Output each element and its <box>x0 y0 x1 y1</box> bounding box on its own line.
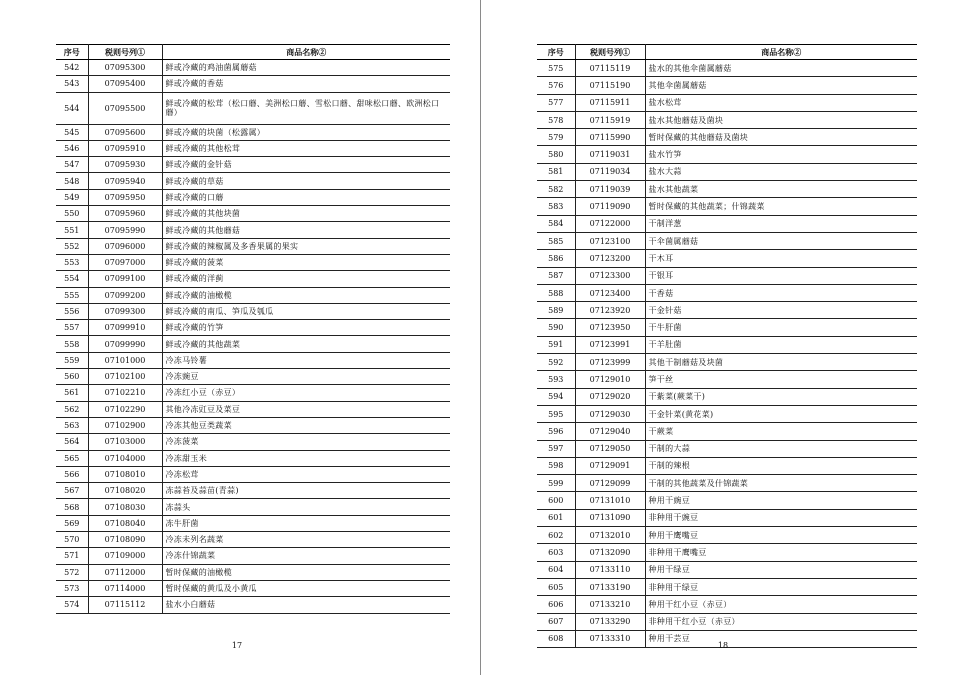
cell-name: 非种用干红小豆（赤豆） <box>645 613 917 630</box>
cell-name: 冷冻未列名蔬菜 <box>162 532 450 548</box>
cell-code: 07099300 <box>88 303 162 319</box>
table-row <box>56 76 450 92</box>
cell-seq: 590 <box>537 319 575 336</box>
cell-seq: 549 <box>56 189 88 205</box>
cell-name: 干制的其他蔬菜及什锦蔬菜 <box>645 475 917 492</box>
cell-code: 07129020 <box>575 388 645 405</box>
cell-name: 鲜或冷藏的块菌（松露属） <box>162 124 450 140</box>
cell-seq: 544 <box>56 92 88 124</box>
table-row <box>56 254 450 270</box>
cell-seq: 591 <box>537 336 575 353</box>
cell-code: 07096000 <box>88 238 162 254</box>
cell-name: 鲜或冷藏的鸡油菌属蘑菇 <box>162 60 450 76</box>
cell-code: 07129040 <box>575 423 645 440</box>
cell-code: 07122000 <box>575 215 645 232</box>
table-row <box>56 450 450 466</box>
cell-seq: 580 <box>537 146 575 163</box>
table-row <box>56 92 450 124</box>
cell-code: 07099990 <box>88 336 162 352</box>
cell-seq: 603 <box>537 544 575 561</box>
cell-code: 07123999 <box>575 354 645 371</box>
table-row <box>537 354 917 371</box>
cell-code: 07095600 <box>88 124 162 140</box>
cell-seq: 559 <box>56 352 88 368</box>
cell-seq: 599 <box>537 475 575 492</box>
cell-seq: 557 <box>56 320 88 336</box>
cell-name: 鲜或冷藏的香菇 <box>162 76 450 92</box>
tariff-table-left <box>56 44 450 614</box>
right-page <box>537 44 917 648</box>
cell-name: 鲜或冷藏的草菇 <box>162 173 450 189</box>
page-number-left: 17 <box>231 641 243 650</box>
header-seq: 序号 <box>56 45 88 60</box>
cell-name: 鲜或冷藏的其他松茸 <box>162 140 450 156</box>
cell-name: 冻蒜苔及蒜苗(青蒜) <box>162 483 450 499</box>
table-row <box>537 267 917 284</box>
cell-name: 鲜或冷藏的其他块菌 <box>162 206 450 222</box>
cell-code: 07133110 <box>575 561 645 578</box>
table-row <box>56 499 450 515</box>
table-row <box>537 405 917 422</box>
table-row <box>56 206 450 222</box>
cell-code: 07119031 <box>575 146 645 163</box>
cell-seq: 588 <box>537 284 575 301</box>
cell-code: 07114000 <box>88 580 162 596</box>
cell-seq: 566 <box>56 466 88 482</box>
table-body-right <box>537 60 917 648</box>
cell-name: 笋干丝 <box>645 371 917 388</box>
cell-name: 干金针菇 <box>645 302 917 319</box>
cell-code: 07123920 <box>575 302 645 319</box>
cell-name: 鲜或冷藏的松茸（松口蘑、美洲松口蘑、雪松口蘑、甜味松口蘑、欧洲松口蘑） <box>162 92 450 124</box>
cell-seq: 600 <box>537 492 575 509</box>
table-row <box>56 303 450 319</box>
cell-seq: 571 <box>56 548 88 564</box>
cell-name: 干制洋葱 <box>645 215 917 232</box>
cell-name: 鲜或冷藏的其他蘑菇 <box>162 222 450 238</box>
cell-code: 07095950 <box>88 189 162 205</box>
cell-name: 干伞菌属蘑菇 <box>645 232 917 249</box>
table-row <box>537 492 917 509</box>
cell-name: 鲜或冷藏的金针菇 <box>162 157 450 173</box>
cell-code: 07115119 <box>575 60 645 77</box>
table-row <box>537 596 917 613</box>
table-row <box>537 94 917 111</box>
cell-seq: 598 <box>537 457 575 474</box>
cell-code: 07115190 <box>575 77 645 94</box>
cell-name: 暂时保藏的黄瓜及小黄瓜 <box>162 580 450 596</box>
cell-code: 07119090 <box>575 198 645 215</box>
cell-code: 07109000 <box>88 548 162 564</box>
cell-code: 07129091 <box>575 457 645 474</box>
cell-name: 非种用干绿豆 <box>645 578 917 595</box>
cell-seq: 546 <box>56 140 88 156</box>
table-row <box>56 564 450 580</box>
table-row <box>56 157 450 173</box>
cell-seq: 607 <box>537 613 575 630</box>
header-code: 税则号列① <box>575 45 645 60</box>
cell-seq: 608 <box>537 630 575 647</box>
cell-name: 盐水小白蘑菇 <box>162 597 450 613</box>
table-row <box>56 580 450 596</box>
cell-code: 07131010 <box>575 492 645 509</box>
cell-seq: 605 <box>537 578 575 595</box>
cell-code: 07108030 <box>88 499 162 515</box>
cell-seq: 574 <box>56 597 88 613</box>
cell-seq: 558 <box>56 336 88 352</box>
table-row <box>537 111 917 128</box>
cell-code: 07129050 <box>575 440 645 457</box>
cell-code: 07095400 <box>88 76 162 92</box>
cell-name: 暂时保藏的其他蔬菜；什锦蔬菜 <box>645 198 917 215</box>
table-row <box>537 388 917 405</box>
cell-name: 非种用干鹰嘴豆 <box>645 544 917 561</box>
table-header-row <box>56 45 450 60</box>
table-row <box>537 336 917 353</box>
header-seq: 序号 <box>537 45 575 60</box>
cell-seq: 579 <box>537 129 575 146</box>
table-row <box>537 302 917 319</box>
cell-name: 鲜或冷藏的洋蓟 <box>162 271 450 287</box>
cell-seq: 564 <box>56 434 88 450</box>
cell-code: 07123950 <box>575 319 645 336</box>
cell-seq: 562 <box>56 401 88 417</box>
table-row <box>537 371 917 388</box>
cell-seq: 592 <box>537 354 575 371</box>
cell-name: 鲜或冷藏的口蘑 <box>162 189 450 205</box>
tariff-table-right <box>537 44 917 648</box>
cell-name: 冷冻松茸 <box>162 466 450 482</box>
cell-seq: 547 <box>56 157 88 173</box>
table-row <box>56 532 450 548</box>
cell-name: 干制的辣根 <box>645 457 917 474</box>
cell-name: 冷冻红小豆（赤豆） <box>162 385 450 401</box>
cell-code: 07123991 <box>575 336 645 353</box>
cell-seq: 554 <box>56 271 88 287</box>
cell-name: 冷冻马铃薯 <box>162 352 450 368</box>
table-row <box>537 232 917 249</box>
cell-name: 鲜或冷藏的竹笋 <box>162 320 450 336</box>
cell-name: 干香菇 <box>645 284 917 301</box>
cell-name: 盐水其他蘑菇及菌块 <box>645 111 917 128</box>
cell-code: 07102210 <box>88 385 162 401</box>
table-row <box>537 319 917 336</box>
table-row <box>56 173 450 189</box>
cell-name: 鲜或冷藏的辣椒属及多香果属的果实 <box>162 238 450 254</box>
cell-code: 07119034 <box>575 163 645 180</box>
table-row <box>56 483 450 499</box>
table-row <box>56 271 450 287</box>
cell-code: 07131090 <box>575 509 645 526</box>
table-row <box>537 544 917 561</box>
cell-seq: 586 <box>537 250 575 267</box>
table-row <box>537 77 917 94</box>
cell-seq: 545 <box>56 124 88 140</box>
cell-name: 其他干制蘑菇及块菌 <box>645 354 917 371</box>
cell-code: 07115911 <box>575 94 645 111</box>
table-row <box>56 466 450 482</box>
cell-name: 冷冻菠菜 <box>162 434 450 450</box>
cell-code: 07119039 <box>575 181 645 198</box>
cell-code: 07112000 <box>88 564 162 580</box>
cell-seq: 606 <box>537 596 575 613</box>
table-row <box>56 417 450 433</box>
cell-code: 07099100 <box>88 271 162 287</box>
cell-name: 干羊肚菌 <box>645 336 917 353</box>
cell-seq: 578 <box>537 111 575 128</box>
cell-seq: 585 <box>537 232 575 249</box>
cell-name: 冷冻其他豆类蔬菜 <box>162 417 450 433</box>
cell-code: 07123300 <box>575 267 645 284</box>
cell-seq: 584 <box>537 215 575 232</box>
cell-name: 种用干芸豆 <box>645 630 917 647</box>
cell-seq: 569 <box>56 515 88 531</box>
cell-code: 07133210 <box>575 596 645 613</box>
cell-code: 07097000 <box>88 254 162 270</box>
cell-name: 种用干红小豆（赤豆） <box>645 596 917 613</box>
cell-seq: 594 <box>537 388 575 405</box>
cell-code: 07108090 <box>88 532 162 548</box>
cell-seq: 563 <box>56 417 88 433</box>
cell-seq: 567 <box>56 483 88 499</box>
table-row <box>56 515 450 531</box>
cell-code: 07099200 <box>88 287 162 303</box>
cell-seq: 573 <box>56 580 88 596</box>
cell-seq: 552 <box>56 238 88 254</box>
table-row <box>56 222 450 238</box>
cell-name: 其他冷冻豇豆及菜豆 <box>162 401 450 417</box>
table-row <box>537 578 917 595</box>
cell-seq: 550 <box>56 206 88 222</box>
cell-code: 07102100 <box>88 369 162 385</box>
table-row <box>56 548 450 564</box>
table-row <box>56 385 450 401</box>
cell-seq: 576 <box>537 77 575 94</box>
cell-code: 07115990 <box>575 129 645 146</box>
table-row <box>56 320 450 336</box>
cell-name: 鲜或冷藏的菠菜 <box>162 254 450 270</box>
cell-code: 07103000 <box>88 434 162 450</box>
cell-name: 盐水大蒜 <box>645 163 917 180</box>
cell-name: 暂时保藏的其他蘑菇及菌块 <box>645 129 917 146</box>
cell-seq: 561 <box>56 385 88 401</box>
cell-seq: 565 <box>56 450 88 466</box>
cell-code: 07099910 <box>88 320 162 336</box>
cell-seq: 604 <box>537 561 575 578</box>
cell-name: 干制的大蒜 <box>645 440 917 457</box>
cell-seq: 597 <box>537 440 575 457</box>
table-row <box>56 140 450 156</box>
cell-seq: 583 <box>537 198 575 215</box>
cell-code: 07129010 <box>575 371 645 388</box>
cell-code: 07108040 <box>88 515 162 531</box>
table-row <box>537 561 917 578</box>
cell-name: 其他伞菌属蘑菇 <box>645 77 917 94</box>
cell-name: 冻蒜头 <box>162 499 450 515</box>
header-code: 税则号列① <box>88 45 162 60</box>
cell-seq: 575 <box>537 60 575 77</box>
cell-code: 07095500 <box>88 92 162 124</box>
cell-name: 干木耳 <box>645 250 917 267</box>
cell-code: 07095300 <box>88 60 162 76</box>
table-row <box>537 60 917 77</box>
table-row <box>537 284 917 301</box>
cell-seq: 560 <box>56 369 88 385</box>
table-row <box>56 352 450 368</box>
header-name: 商品名称② <box>645 45 917 60</box>
cell-code: 07129030 <box>575 405 645 422</box>
cell-seq: 570 <box>56 532 88 548</box>
cell-name: 干牛肝菌 <box>645 319 917 336</box>
cell-code: 07095960 <box>88 206 162 222</box>
left-page <box>56 44 450 614</box>
table-row <box>56 189 450 205</box>
cell-seq: 587 <box>537 267 575 284</box>
cell-seq: 593 <box>537 371 575 388</box>
cell-seq: 556 <box>56 303 88 319</box>
cell-seq: 596 <box>537 423 575 440</box>
table-row <box>537 509 917 526</box>
cell-name: 冻牛肝菌 <box>162 515 450 531</box>
cell-code: 07102900 <box>88 417 162 433</box>
table-row <box>56 238 450 254</box>
cell-name: 干蕨菜 <box>645 423 917 440</box>
cell-seq: 601 <box>537 509 575 526</box>
table-row <box>537 527 917 544</box>
table-row <box>56 336 450 352</box>
cell-name: 盐水的其他伞菌属蘑菇 <box>645 60 917 77</box>
table-row <box>537 440 917 457</box>
table-row <box>537 181 917 198</box>
cell-seq: 602 <box>537 527 575 544</box>
table-row <box>537 613 917 630</box>
table-row <box>56 60 450 76</box>
table-row <box>56 287 450 303</box>
cell-code: 07095930 <box>88 157 162 173</box>
cell-code: 07101000 <box>88 352 162 368</box>
cell-name: 鲜或冷藏的南瓜、笋瓜及瓠瓜 <box>162 303 450 319</box>
cell-code: 07123400 <box>575 284 645 301</box>
cell-name: 种用干鹰嘴豆 <box>645 527 917 544</box>
table-row <box>56 401 450 417</box>
table-row <box>537 250 917 267</box>
cell-name: 暂时保藏的油橄榄 <box>162 564 450 580</box>
cell-name: 鲜或冷藏的油橄榄 <box>162 287 450 303</box>
cell-name: 冷冻甜玉米 <box>162 450 450 466</box>
cell-name: 非种用干豌豆 <box>645 509 917 526</box>
cell-code: 07115112 <box>88 597 162 613</box>
cell-name: 盐水竹笋 <box>645 146 917 163</box>
cell-seq: 582 <box>537 181 575 198</box>
cell-code: 07095940 <box>88 173 162 189</box>
cell-code: 07129099 <box>575 475 645 492</box>
table-row <box>56 369 450 385</box>
table-row <box>56 434 450 450</box>
cell-name: 盐水松茸 <box>645 94 917 111</box>
cell-seq: 577 <box>537 94 575 111</box>
cell-code: 07104000 <box>88 450 162 466</box>
cell-code: 07108020 <box>88 483 162 499</box>
cell-name: 干紫菜(蕨菜干) <box>645 388 917 405</box>
cell-seq: 572 <box>56 564 88 580</box>
cell-name: 种用干绿豆 <box>645 561 917 578</box>
table-row <box>56 597 450 613</box>
table-row <box>537 146 917 163</box>
cell-seq: 589 <box>537 302 575 319</box>
cell-name: 鲜或冷藏的其他蔬菜 <box>162 336 450 352</box>
cell-code: 07095910 <box>88 140 162 156</box>
cell-code: 07115919 <box>575 111 645 128</box>
cell-name: 干银耳 <box>645 267 917 284</box>
cell-seq: 568 <box>56 499 88 515</box>
header-name: 商品名称② <box>162 45 450 60</box>
cell-code: 07123200 <box>575 250 645 267</box>
cell-name: 种用干豌豆 <box>645 492 917 509</box>
table-row <box>537 198 917 215</box>
cell-name: 冷冻什锦蔬菜 <box>162 548 450 564</box>
table-row <box>537 475 917 492</box>
cell-code: 07102290 <box>88 401 162 417</box>
cell-seq: 581 <box>537 163 575 180</box>
cell-code: 07108010 <box>88 466 162 482</box>
cell-code: 07132090 <box>575 544 645 561</box>
table-row <box>56 124 450 140</box>
cell-seq: 595 <box>537 405 575 422</box>
cell-code: 07132010 <box>575 527 645 544</box>
table-row <box>537 129 917 146</box>
table-body-left <box>56 60 450 614</box>
table-row <box>537 163 917 180</box>
cell-code: 07133190 <box>575 578 645 595</box>
cell-seq: 543 <box>56 76 88 92</box>
cell-seq: 553 <box>56 254 88 270</box>
cell-name: 冷冻豌豆 <box>162 369 450 385</box>
table-row <box>537 423 917 440</box>
cell-name: 干金针菜(黄花菜) <box>645 405 917 422</box>
cell-code: 07133290 <box>575 613 645 630</box>
cell-code: 07123100 <box>575 232 645 249</box>
cell-code: 07133310 <box>575 630 645 647</box>
cell-seq: 548 <box>56 173 88 189</box>
cell-seq: 555 <box>56 287 88 303</box>
page-number-right: 18 <box>717 641 729 650</box>
page-divider <box>480 0 481 675</box>
cell-seq: 542 <box>56 60 88 76</box>
cell-name: 盐水其他蔬菜 <box>645 181 917 198</box>
table-row <box>537 215 917 232</box>
table-header-row <box>537 45 917 60</box>
table-row <box>537 457 917 474</box>
cell-code: 07095990 <box>88 222 162 238</box>
cell-seq: 551 <box>56 222 88 238</box>
